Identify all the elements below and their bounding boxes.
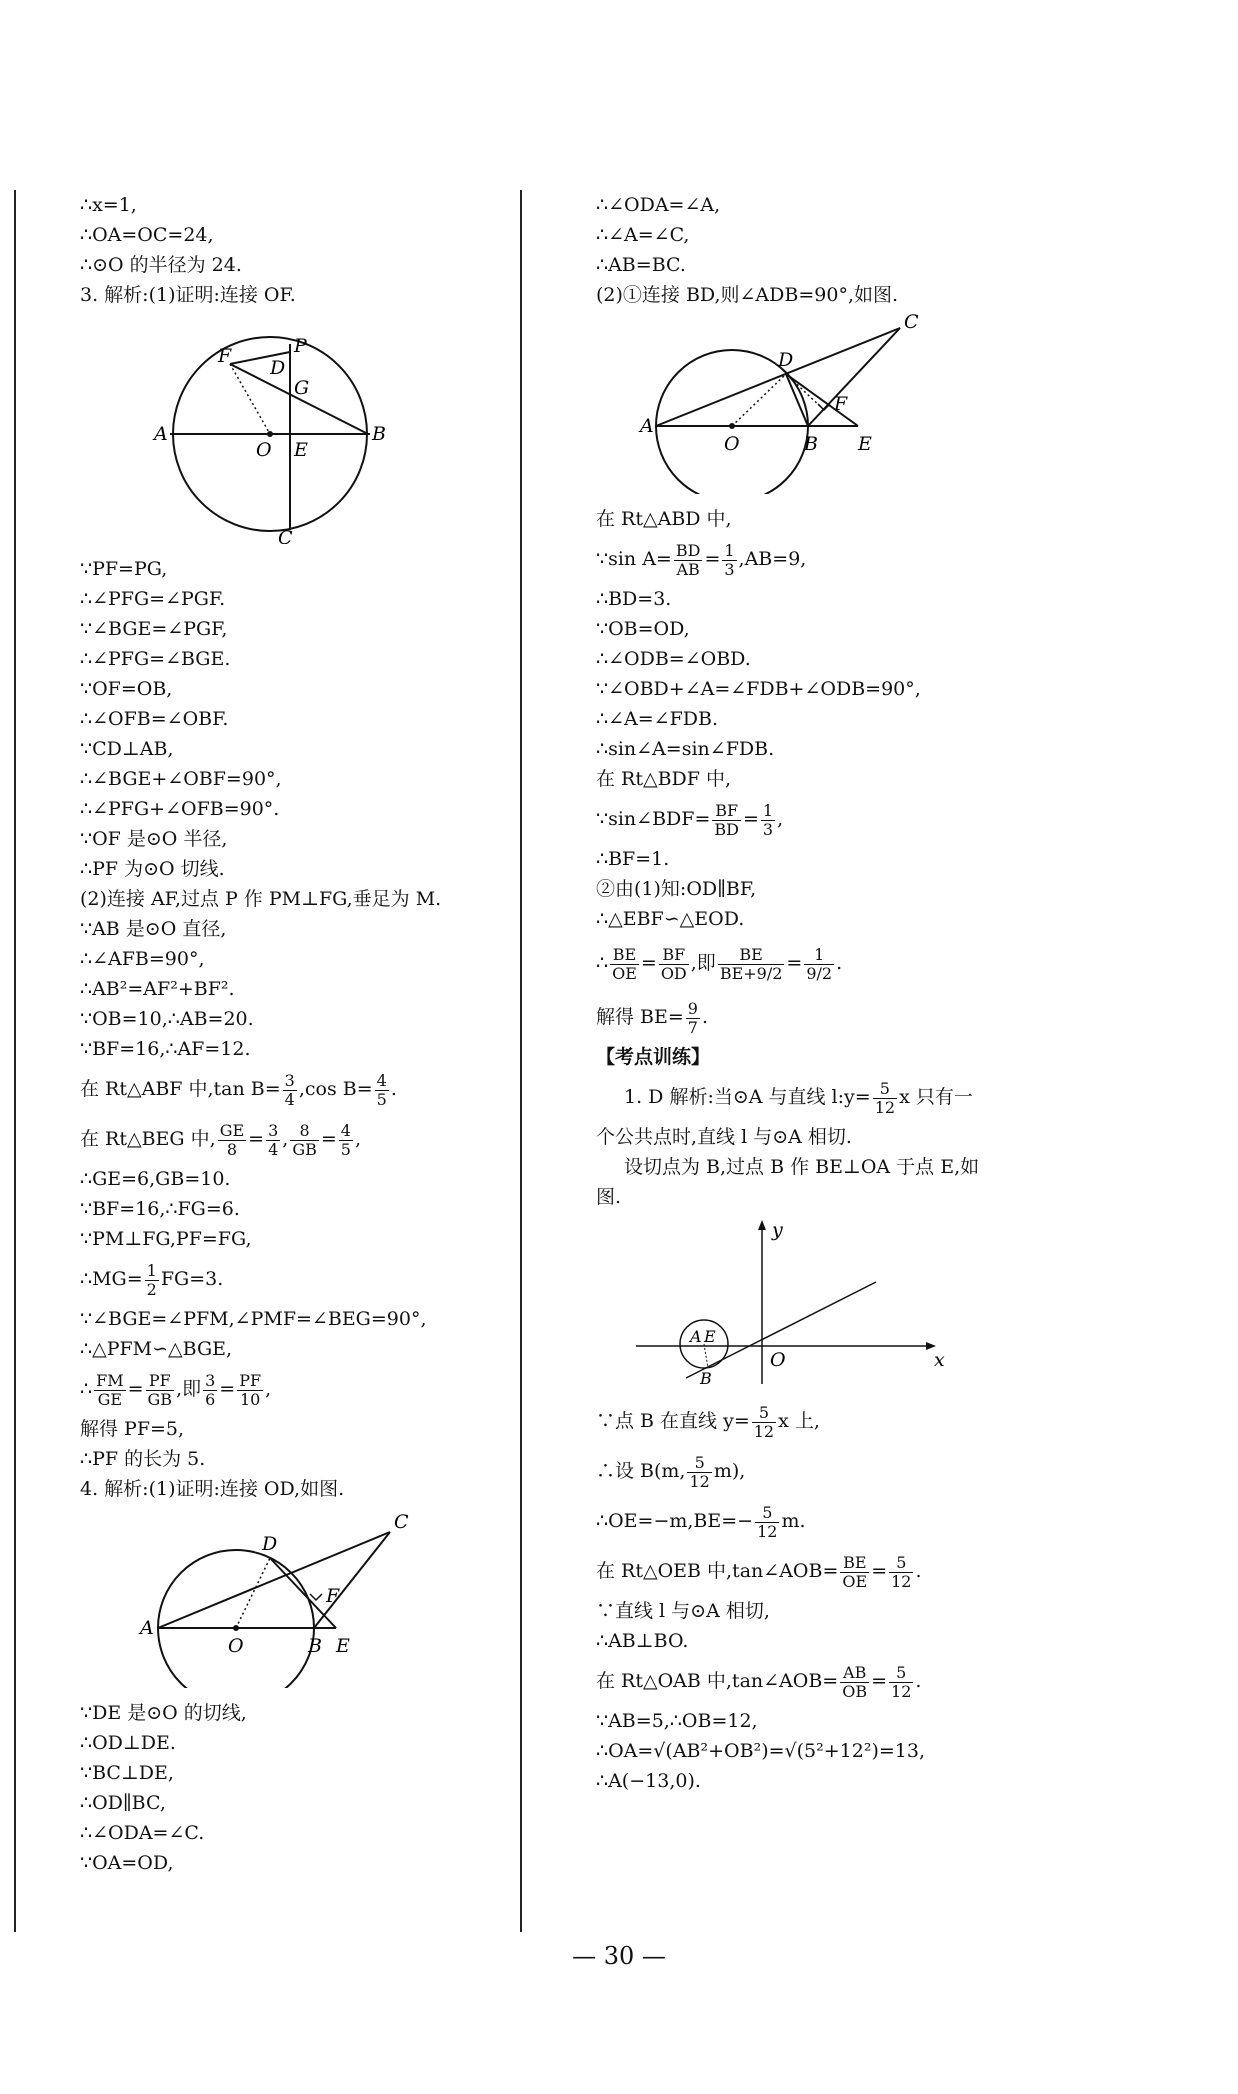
text-line: 设切点为 B,过点 B 作 BE⊥OA 于点 E,如 bbox=[624, 1156, 980, 1178]
label-B: B bbox=[372, 423, 386, 445]
fraction: $\frac{1}{2}$ bbox=[146, 1260, 157, 1299]
column-divider bbox=[520, 190, 522, 1932]
left-block-c bbox=[80, 1164, 520, 1254]
label-C: C bbox=[278, 527, 293, 544]
label-D: D bbox=[262, 1533, 278, 1555]
text-line: ∴∠ODA=∠A, bbox=[596, 194, 721, 216]
text-line: ∴BD=3. bbox=[596, 588, 672, 610]
math-line-tan-oeb: 在 Rt△OEB 中,tan∠AOB= $\frac{BE}{OE}$ = $\frac{5}{12}$ . bbox=[596, 1552, 922, 1591]
line-ac bbox=[656, 328, 900, 426]
label-F: F bbox=[834, 393, 848, 415]
right-block-c bbox=[596, 844, 1036, 934]
text-line: ②由(1)知:OD∥BF, bbox=[596, 878, 757, 900]
text-line: ∵OF 是⊙O 半径, bbox=[80, 828, 228, 850]
right-angle-mark bbox=[310, 1594, 322, 1600]
right-block-a bbox=[596, 190, 1036, 310]
math-line-set-b: ∴设 B(m, $\frac{5}{12}$ m), bbox=[596, 1452, 746, 1491]
dotted-ab bbox=[704, 1344, 708, 1368]
text-line: ∵AB 是⊙O 直径, bbox=[80, 918, 227, 940]
math-line-rt-abf: 在 Rt△ABF 中,tan B= $\frac{3}{4}$ ,cos B= $\frac{4}{5}$ . bbox=[80, 1070, 397, 1109]
math-line-mg: ∴MG= $\frac{1}{2}$ FG=3. bbox=[80, 1260, 224, 1299]
text-line: ∵OF=OB, bbox=[80, 678, 173, 700]
math-line-point-b: ∵点 B 在直线 y= $\frac{5}{12}$ x 上, bbox=[596, 1402, 820, 1441]
text-line: ∴OA=√(AB²+OB²)=√(5²+12²)=13, bbox=[596, 1740, 926, 1762]
text-line: 个公共点时,直线 l 与⊙A 相切. bbox=[596, 1126, 852, 1148]
fraction: $\frac{4}{5}$ bbox=[376, 1070, 387, 1109]
label-O: O bbox=[770, 1349, 786, 1371]
label-A: A bbox=[154, 423, 168, 445]
fraction: $\frac{PF}{GB}$ bbox=[147, 1370, 173, 1409]
fraction: $\frac{1}{9/2}$ bbox=[806, 944, 833, 983]
figure-4-svg bbox=[596, 1216, 1036, 1386]
fraction: $\frac{BE}{OE}$ bbox=[842, 1552, 868, 1591]
fraction: $\frac{BD}{AB}$ bbox=[675, 540, 701, 579]
left-block-d bbox=[80, 1304, 520, 1364]
label-B: B bbox=[700, 1369, 712, 1386]
text-line: ∴AB⊥BO. bbox=[596, 1630, 689, 1652]
label-A: A bbox=[690, 1327, 702, 1346]
text-line: ∴PF 的长为 5. bbox=[80, 1448, 206, 1470]
text-line: ∵BF=16,∴FG=6. bbox=[80, 1198, 240, 1220]
text-line: ∵BF=16,∴AF=12. bbox=[80, 1038, 251, 1060]
label-E: E bbox=[858, 433, 872, 455]
text-line: ∴∠AFB=90°, bbox=[80, 948, 205, 970]
right-block-b bbox=[596, 584, 1036, 794]
left-block-f bbox=[80, 1698, 520, 1878]
line-bc bbox=[808, 328, 900, 426]
fraction: $\frac{PF}{10}$ bbox=[239, 1370, 262, 1409]
text-line: ∴x=1, bbox=[80, 194, 137, 216]
right-angle-mark bbox=[818, 404, 830, 410]
center-dot bbox=[729, 423, 735, 429]
fraction: $\frac{3}{4}$ bbox=[284, 1070, 295, 1109]
text-line: ∵OB=OD, bbox=[596, 618, 690, 640]
fraction: $\frac{AB}{OB}$ bbox=[842, 1662, 868, 1701]
text-line: ∴∠A=∠FDB. bbox=[596, 708, 718, 730]
text-line: (2)连接 AF,过点 P 作 PM⊥FG,垂足为 M. bbox=[80, 888, 442, 910]
fraction: $\frac{9}{7}$ bbox=[687, 998, 698, 1037]
figure-circle-tangent-de bbox=[80, 1508, 520, 1688]
problem-4-heading: 4. 解析:(1)证明:连接 OD,如图. bbox=[80, 1478, 345, 1500]
text-line: ∴∠PFG=∠PGF. bbox=[80, 588, 226, 610]
label-F: F bbox=[326, 1585, 340, 1607]
text-line: ∴△PFM∽△BGE, bbox=[80, 1338, 233, 1360]
fraction: $\frac{4}{5}$ bbox=[340, 1120, 351, 1159]
figure-coordinate-tangent bbox=[596, 1216, 1036, 1386]
left-block-b bbox=[80, 554, 520, 1064]
fraction: $\frac{3}{4}$ bbox=[268, 1120, 279, 1159]
center-dot bbox=[233, 1625, 239, 1631]
fraction: $\frac{5}{12}$ bbox=[891, 1552, 912, 1591]
label-C: C bbox=[904, 314, 919, 333]
text-line: ∴△EBF∽△EOD. bbox=[596, 908, 745, 930]
label-B: B bbox=[804, 433, 818, 455]
fraction: $\frac{5}{12}$ bbox=[757, 1502, 778, 1541]
math-line-tan-oab: 在 Rt△OAB 中,tan∠AOB= $\frac{AB}{OB}$ = $\frac{5}{12}$ . bbox=[596, 1662, 922, 1701]
fraction: $\frac{BF}{OD}$ bbox=[660, 944, 687, 983]
text-line: ∴⊙O 的半径为 24. bbox=[80, 254, 242, 276]
figure-2-svg bbox=[80, 1508, 520, 1688]
label-x: x bbox=[934, 1349, 945, 1371]
text-line: (2)①连接 BD,则∠ADB=90°,如图. bbox=[596, 284, 899, 306]
text-line: ∵DE 是⊙O 的切线, bbox=[80, 1702, 247, 1724]
fraction: $\frac{BE}{BE+9/2}$ bbox=[719, 944, 783, 983]
text-line: ∵OB=10,∴AB=20. bbox=[80, 1008, 254, 1030]
figure-circle-bd bbox=[596, 314, 1036, 494]
label-G: G bbox=[294, 377, 310, 399]
figure-3-svg bbox=[596, 314, 1036, 494]
fraction: $\frac{5}{12}$ bbox=[891, 1662, 912, 1701]
text-line: 解得 PF=5, bbox=[80, 1418, 185, 1440]
label-E: E bbox=[704, 1327, 716, 1346]
circle-o bbox=[656, 350, 808, 494]
text-line: ∴PF 为⊙O 切线. bbox=[80, 858, 225, 880]
text-line: ∵∠BGE=∠PFM,∠PMF=∠BEG=90°, bbox=[80, 1308, 427, 1330]
fraction: $\frac{5}{12}$ bbox=[753, 1402, 775, 1441]
left-column bbox=[80, 190, 520, 1878]
text-line: ∵OA=OD, bbox=[80, 1852, 174, 1874]
label-E: E bbox=[336, 1635, 350, 1657]
text-line: 图. bbox=[596, 1186, 622, 1208]
left-margin-rule bbox=[14, 190, 16, 1932]
label-E: E bbox=[294, 439, 308, 461]
label-B: B bbox=[308, 1635, 322, 1657]
math-line-rt-beg: 在 Rt△BEG 中, $\frac{GE}{8}$ = $\frac{3}{4}$ , $\frac{8}{GB}$ = $\frac{4}{5}$ , bbox=[80, 1120, 362, 1159]
math-line-be-ratio: ∴ $\frac{BE}{OE}$ = $\frac{BF}{OD}$ ,即 $\frac{BE}{BE+9/2}$ = $\frac{1}{9/2}$ . bbox=[596, 944, 843, 983]
text-line: ∵CD⊥AB, bbox=[80, 738, 174, 760]
text-line: ∴A(−13,0). bbox=[596, 1770, 701, 1792]
fraction: $\frac{1}{3}$ bbox=[724, 540, 735, 579]
math-line-oe: ∴OE=−m,BE=− $\frac{5}{12}$ m. bbox=[596, 1502, 806, 1541]
math-line-sin-bdf: ∵sin∠BDF= $\frac{BF}{BD}$ = $\frac{1}{3}$ , bbox=[596, 800, 784, 839]
fraction: $\frac{5}{12}$ bbox=[689, 1452, 710, 1491]
right-column bbox=[596, 190, 1036, 1796]
math-line-solve-be: 解得 BE= $\frac{9}{7}$ . bbox=[596, 998, 709, 1037]
text-line: ∵PM⊥FG,PF=FG, bbox=[80, 1228, 252, 1250]
text-line: ∴∠A=∠C, bbox=[596, 224, 690, 246]
problem-3-heading: 3. 解析:(1)证明:连接 OF. bbox=[80, 284, 296, 306]
line-bc bbox=[314, 1532, 390, 1628]
text-line: ∵PF=PG, bbox=[80, 558, 168, 580]
label-F: F bbox=[218, 345, 232, 367]
text-line: ∵∠BGE=∠PGF, bbox=[80, 618, 228, 640]
text-line: ∴OD∥BC, bbox=[80, 1792, 166, 1814]
text-line: ∴GE=6,GB=10. bbox=[80, 1168, 231, 1190]
section-heading: 【考点训练】 bbox=[596, 1046, 711, 1068]
text-line: ∴∠OFB=∠OBF. bbox=[80, 708, 229, 730]
left-block-a bbox=[80, 190, 520, 310]
text-line: ∴sin∠A=sin∠FDB. bbox=[596, 738, 775, 760]
label-D: D bbox=[270, 357, 286, 379]
text-line: ∵BC⊥DE, bbox=[80, 1762, 174, 1784]
fraction: $\frac{BE}{OE}$ bbox=[612, 944, 637, 983]
text-line: 在 Rt△BDF 中, bbox=[596, 768, 732, 790]
fraction: $\frac{BF}{BD}$ bbox=[714, 800, 739, 839]
center-dot bbox=[267, 431, 273, 437]
label-y: y bbox=[772, 1219, 783, 1241]
label-O: O bbox=[724, 433, 740, 455]
figure-1-svg bbox=[80, 314, 520, 544]
fraction: $\frac{8}{GB}$ bbox=[292, 1120, 317, 1159]
y-axis-arrow bbox=[758, 1220, 766, 1230]
text-line: ∴∠PFG+∠OFB=90°. bbox=[80, 798, 280, 820]
label-O: O bbox=[228, 1635, 244, 1657]
text-line: ∴AB²=AF²+BF². bbox=[80, 978, 235, 1000]
dotted-od bbox=[732, 374, 786, 426]
right-block-e bbox=[596, 1596, 1036, 1656]
label-O: O bbox=[256, 439, 272, 461]
text-line: ∴BF=1. bbox=[596, 848, 670, 870]
text-line: ∴∠PFG=∠BGE. bbox=[80, 648, 231, 670]
fraction: $\frac{1}{3}$ bbox=[762, 800, 774, 839]
text-line: ∴OA=OC=24, bbox=[80, 224, 214, 246]
math-line-sin-a: ∵sin A= $\frac{BD}{AB}$ = $\frac{1}{3}$ ,AB=9, bbox=[596, 540, 807, 579]
text-line: ∵∠OBD+∠A=∠FDB+∠ODB=90°, bbox=[596, 678, 921, 700]
text-line: ∴∠ODA=∠C. bbox=[80, 1822, 205, 1844]
right-block-f bbox=[596, 1706, 1036, 1796]
text-line: ∴∠BGE+∠OBF=90°, bbox=[80, 768, 282, 790]
label-C: C bbox=[394, 1511, 409, 1533]
figure-circle-tangent-pf bbox=[80, 314, 520, 544]
right-block-d bbox=[596, 1122, 1036, 1212]
text-line: ∴OD⊥DE. bbox=[80, 1732, 176, 1754]
text-line: ∵直线 l 与⊙A 相切, bbox=[596, 1600, 770, 1622]
fraction: $\frac{5}{12}$ bbox=[874, 1078, 896, 1117]
text-line: ∴AB=BC. bbox=[596, 254, 686, 276]
fraction: $\frac{GE}{8}$ bbox=[219, 1120, 245, 1159]
text-line: 在 Rt△ABD 中, bbox=[596, 508, 732, 530]
fraction: $\frac{FM}{GE}$ bbox=[96, 1370, 124, 1409]
page-number: — 30 — bbox=[572, 1942, 666, 1970]
label-D: D bbox=[778, 349, 794, 371]
left-block-e bbox=[80, 1414, 520, 1504]
question-1: 1. D 解析:当⊙A 与直线 l:y= $\frac{5}{12}$ x 只有一 bbox=[624, 1078, 973, 1117]
label-P: P bbox=[294, 335, 307, 357]
fraction: $\frac{3}{6}$ bbox=[205, 1370, 216, 1409]
text-line: ∴∠ODB=∠OBD. bbox=[596, 648, 751, 670]
label-A: A bbox=[640, 415, 654, 437]
text-line: ∵AB=5,∴OB=12, bbox=[596, 1710, 758, 1732]
math-line-ratio: ∴ $\frac{FM}{GE}$ = $\frac{PF}{GB}$ ,即 $\frac{3}{6}$ = $\frac{PF}{10}$ , bbox=[80, 1370, 272, 1409]
label-A: A bbox=[140, 1617, 154, 1639]
